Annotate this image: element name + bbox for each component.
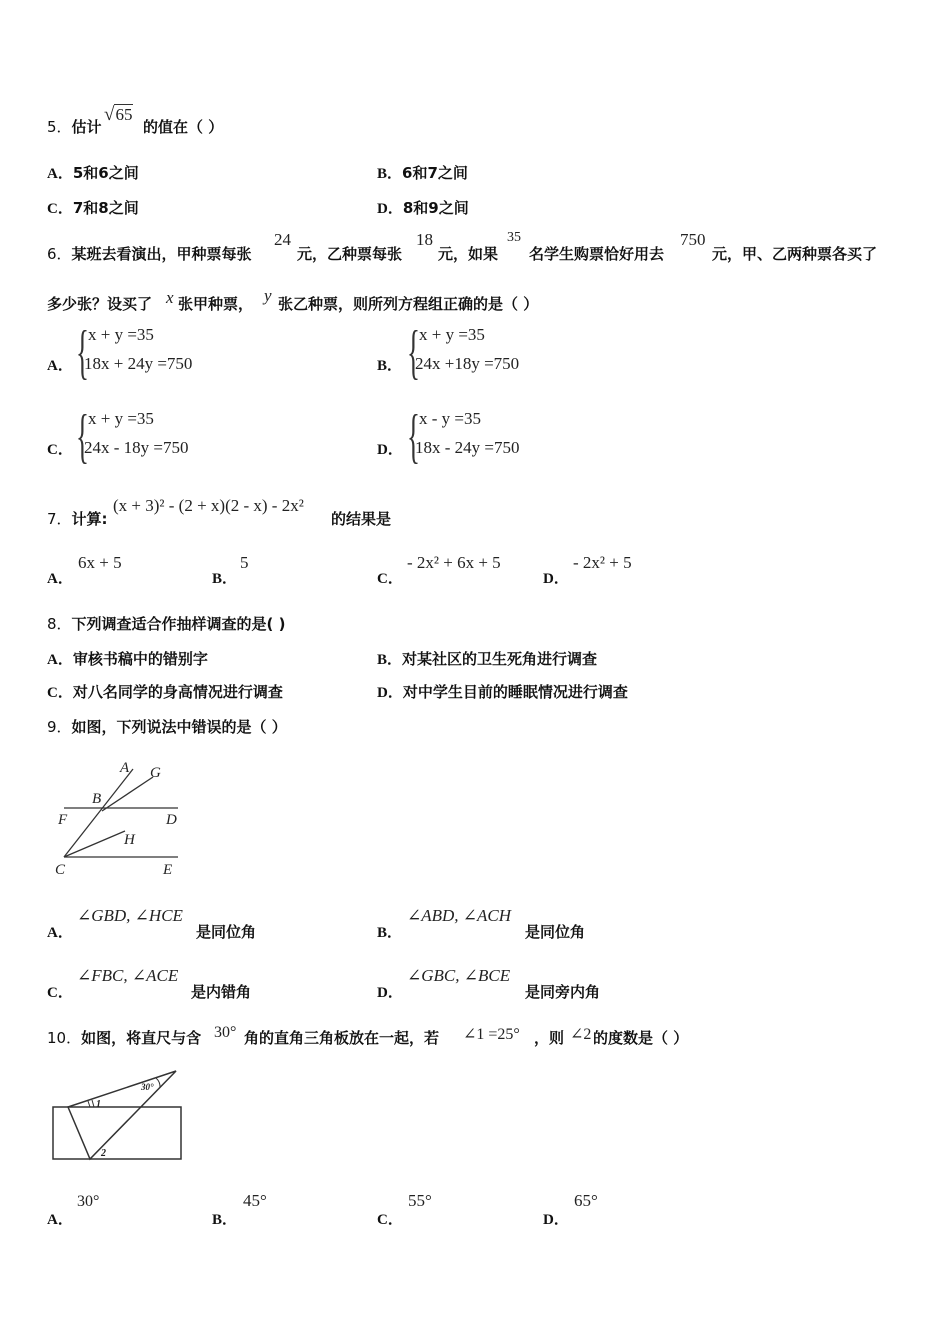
option-c[interactable]: C．对八名同学的身高情况进行调查 [47,683,283,701]
option-a[interactable]: A．5和6之间 [47,164,139,182]
line-ca [64,769,133,857]
option-d[interactable]: D．8和9之间 [377,199,469,217]
option-b[interactable]: B．对某社区的卫生死角进行调查 [377,650,598,668]
label-c: C [55,862,66,878]
expression: (x + 3)² - (2 + x)(2 - x) - 2x² [113,496,304,515]
brace-icon: { [407,403,420,469]
line-ch [64,831,125,857]
price-24: 24 [274,230,291,249]
ruler-triangle-figure [48,1066,188,1166]
price-18: 18 [416,230,433,249]
label-f: F [58,812,68,828]
question-7-stem: 7．计算: [47,510,108,528]
label-d: D [166,812,177,828]
brace-icon: { [407,319,420,385]
label-h: H [124,832,135,848]
label-e: E [163,862,173,878]
option-b[interactable]: B．6和7之间 [377,164,468,182]
option-d[interactable]: D．对中学生目前的睡眠情况进行调查 [377,683,628,701]
question-5-suffix: 的值在（ ） [143,118,224,136]
students-35: 35 [507,230,521,245]
label-g: G [150,765,161,781]
question-6-stem-line1: 6．某班去看演出，甲种票每张 [47,245,252,263]
question-6-stem-line2: 多少张？设买了 [47,295,153,313]
question-10-stem: 10．如图，将直尺与含 [47,1029,202,1047]
brace-icon: { [76,403,89,469]
ruler [53,1107,181,1159]
question-9-stem: 9．如图，下列说法中错误的是（ ） [47,718,287,736]
label-angle-1: 1 [96,1099,101,1110]
label-30deg: 30° [141,1082,154,1092]
geometry-figure [50,755,190,880]
label-angle-2: 2 [101,1148,106,1159]
label-b: B [92,791,102,807]
brace-icon: { [76,319,89,385]
total-750: 750 [680,230,706,249]
option-a[interactable]: A．审核书稿中的错别字 [47,650,208,668]
question-8-stem: 8．下列调查适合作抽样调查的是( ) [47,615,286,633]
question-5-stem: 5．估计 [47,118,102,136]
line-bg [102,777,153,811]
option-c[interactable]: C．7和8之间 [47,199,139,217]
label-a: A [120,760,130,776]
question-number: 5． [47,118,72,136]
sqrt-65: √65 [104,104,133,125]
